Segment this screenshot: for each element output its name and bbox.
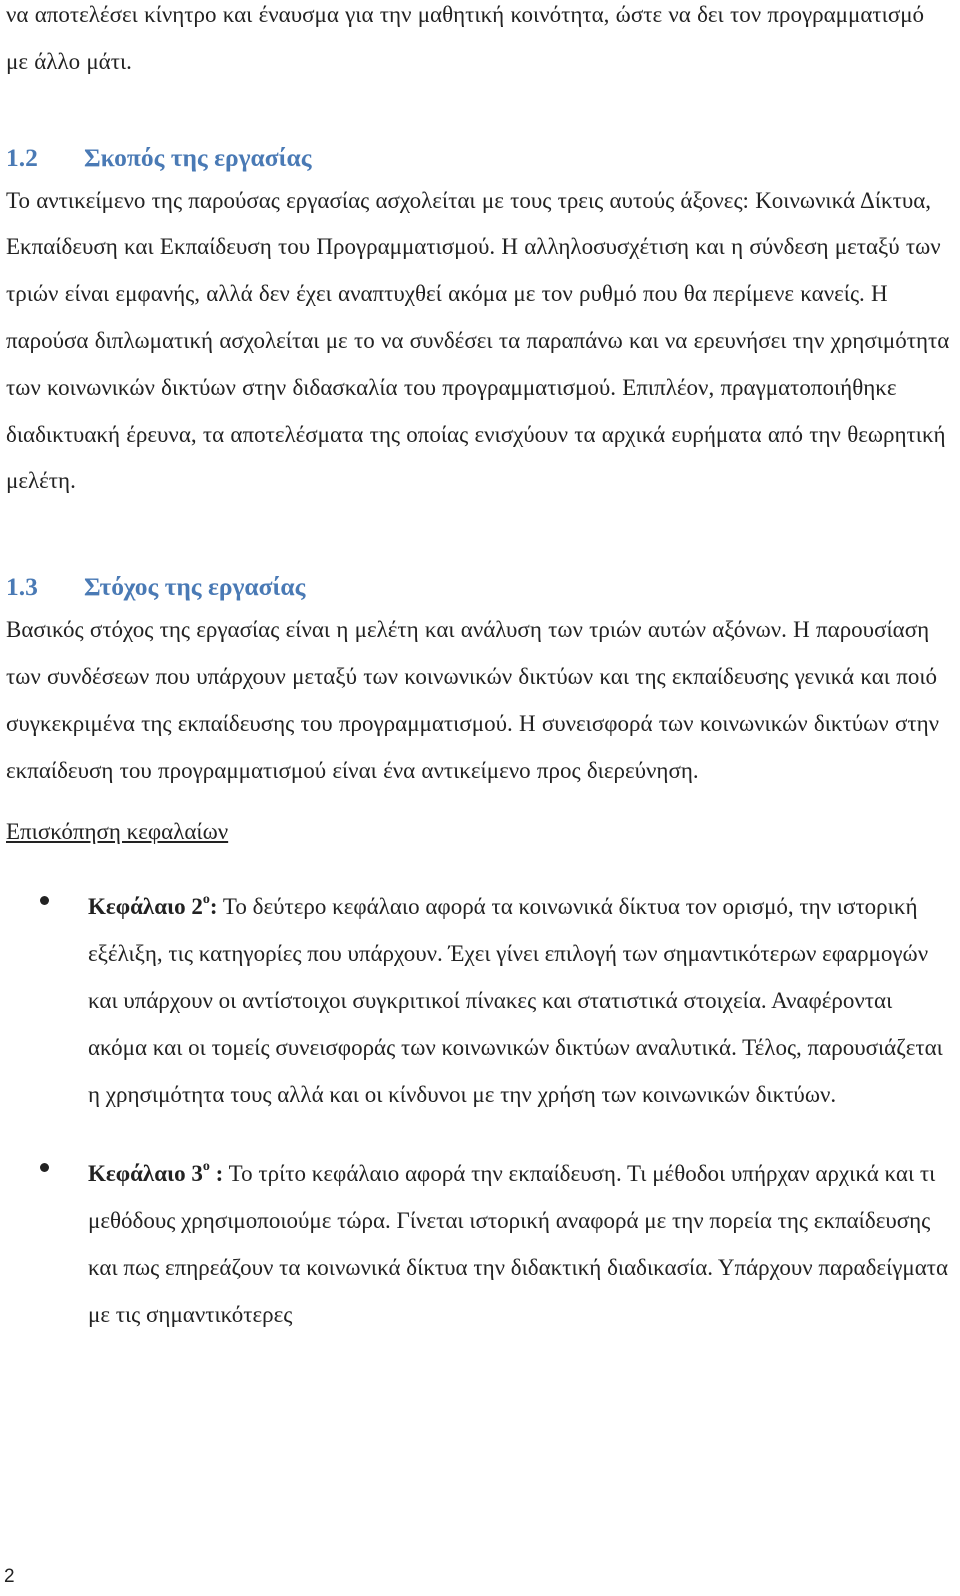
section-heading-1-2 (6, 138, 950, 178)
section-title: Στόχος της εργασίας (84, 572, 306, 602)
overview-title: Επισκόπηση κεφαλαίων (6, 819, 229, 845)
chapter-colon: : (209, 894, 218, 920)
chapter-colon: : (209, 1161, 224, 1187)
list-item (6, 1144, 950, 1338)
chapter-label: Κεφάλαιο 2 (88, 894, 203, 920)
chapter-superscript: ο (202, 1159, 210, 1175)
document-page (6, 0, 950, 1339)
chapter-label: Κεφάλαιο 3 (88, 1161, 203, 1187)
chapter-text: Το δεύτερο κεφάλαιο αφορά τα κοινωνικά δίκτυα τον ορισμό, την ιστορική εξέλιξη, τις κατηγορίες που υπάρχουν. Έχει γίνει επιλογή των σημαντικότερων εφαρμογών και υπάρχουν οι αντίστοιχοι συγκριτικοί πίνακες και στατιστικά στοιχεία. Αναφέρονται ακόμα και οι τομείς συνεισφοράς των κοινωνικών δικτύων αναλυτικά. Τέλος, παρουσιάζεται η χρησιμότητα τους αλλά και οι κίνδυνοι με την χρήση των κοινωνικών δικτύων. (88, 894, 943, 1107)
chapter-list (6, 877, 950, 1338)
section-heading-1-3 (6, 567, 950, 607)
chapter-superscript: ο (202, 892, 210, 908)
section-1-3-body: Βασικός στόχος της εργασίας είναι η μελέτη και ανάλυση των τριών αυτών αξόνων. Η παρουσίαση των συνδέσεων που υπάρχουν μεταξύ των κοινωνικών δικτύων και της εκπαίδευσης γενικά και ποιό συγκεκριμένα της εκπαίδευσης του προγραμματισμού. Η συνεισφορά των κοινωνικών δικτύων στην εκπαίδευση του προγραμματισμού είναι ένα αντικείμενο προς διερεύνηση. (6, 617, 940, 783)
intro-paragraph: να αποτελέσει κίνητρο και έναυσμα για την μαθητική κοινότητα, ώστε να δει τον προγραμματισμό με άλλο μάτι. (6, 2, 925, 74)
section-number: 1.2 (6, 142, 38, 172)
section-1-2-body: Το αντικείμενο της παρούσας εργασίας ασχολείται με τους τρεις αυτούς άξονες: Κοινωνικά Δίκτυα, Εκπαίδευση και Εκπαίδευση του Προγραμματισμού. Η αλληλοσυσχέτιση και η σύνδεση μεταξύ των τριών είναι εμφανής, αλλά δεν έχει αναπτυχθεί ακόμα με τον ρυθμό που θα περίμενε κανείς. Η παρούσα διπλωματική ασχολείται με το να συνδέσει τα παραπάνω και να ερευνήσει την χρησιμότητα των κοινωνικών δικτύων στην διδασκαλία του προγραμματισμού. Επιπλέον, πραγματοποιήθηκε διαδικτυακή έρευνα, τα αποτελέσματα της οποίας ενισχύουν τα αρχικά ευρήματα από την θεωρητική μελέτη. (6, 187, 950, 494)
chapter-text: Το τρίτο κεφάλαιο αφορά την εκπαίδευση. Τι μέθοδοι υπήρχαν αρχικά και τι μεθόδους χρησιμοποιούμε τώρα. Γίνεται ιστορική αναφορά με την πορεία της εκπαίδευσης και πως επηρεάζουν τα κοινωνικά δίκτυα την διδακτική διαδικασία. Υπάρχουν παραδείγματα με τις σημαντικότερες (88, 1161, 949, 1327)
list-item (6, 877, 950, 1118)
section-title: Σκοπός της εργασίας (84, 142, 312, 172)
page-number: 2 (4, 1566, 15, 1587)
bullet-icon (40, 1163, 49, 1172)
section-number: 1.3 (6, 572, 38, 602)
bullet-icon (40, 896, 49, 905)
